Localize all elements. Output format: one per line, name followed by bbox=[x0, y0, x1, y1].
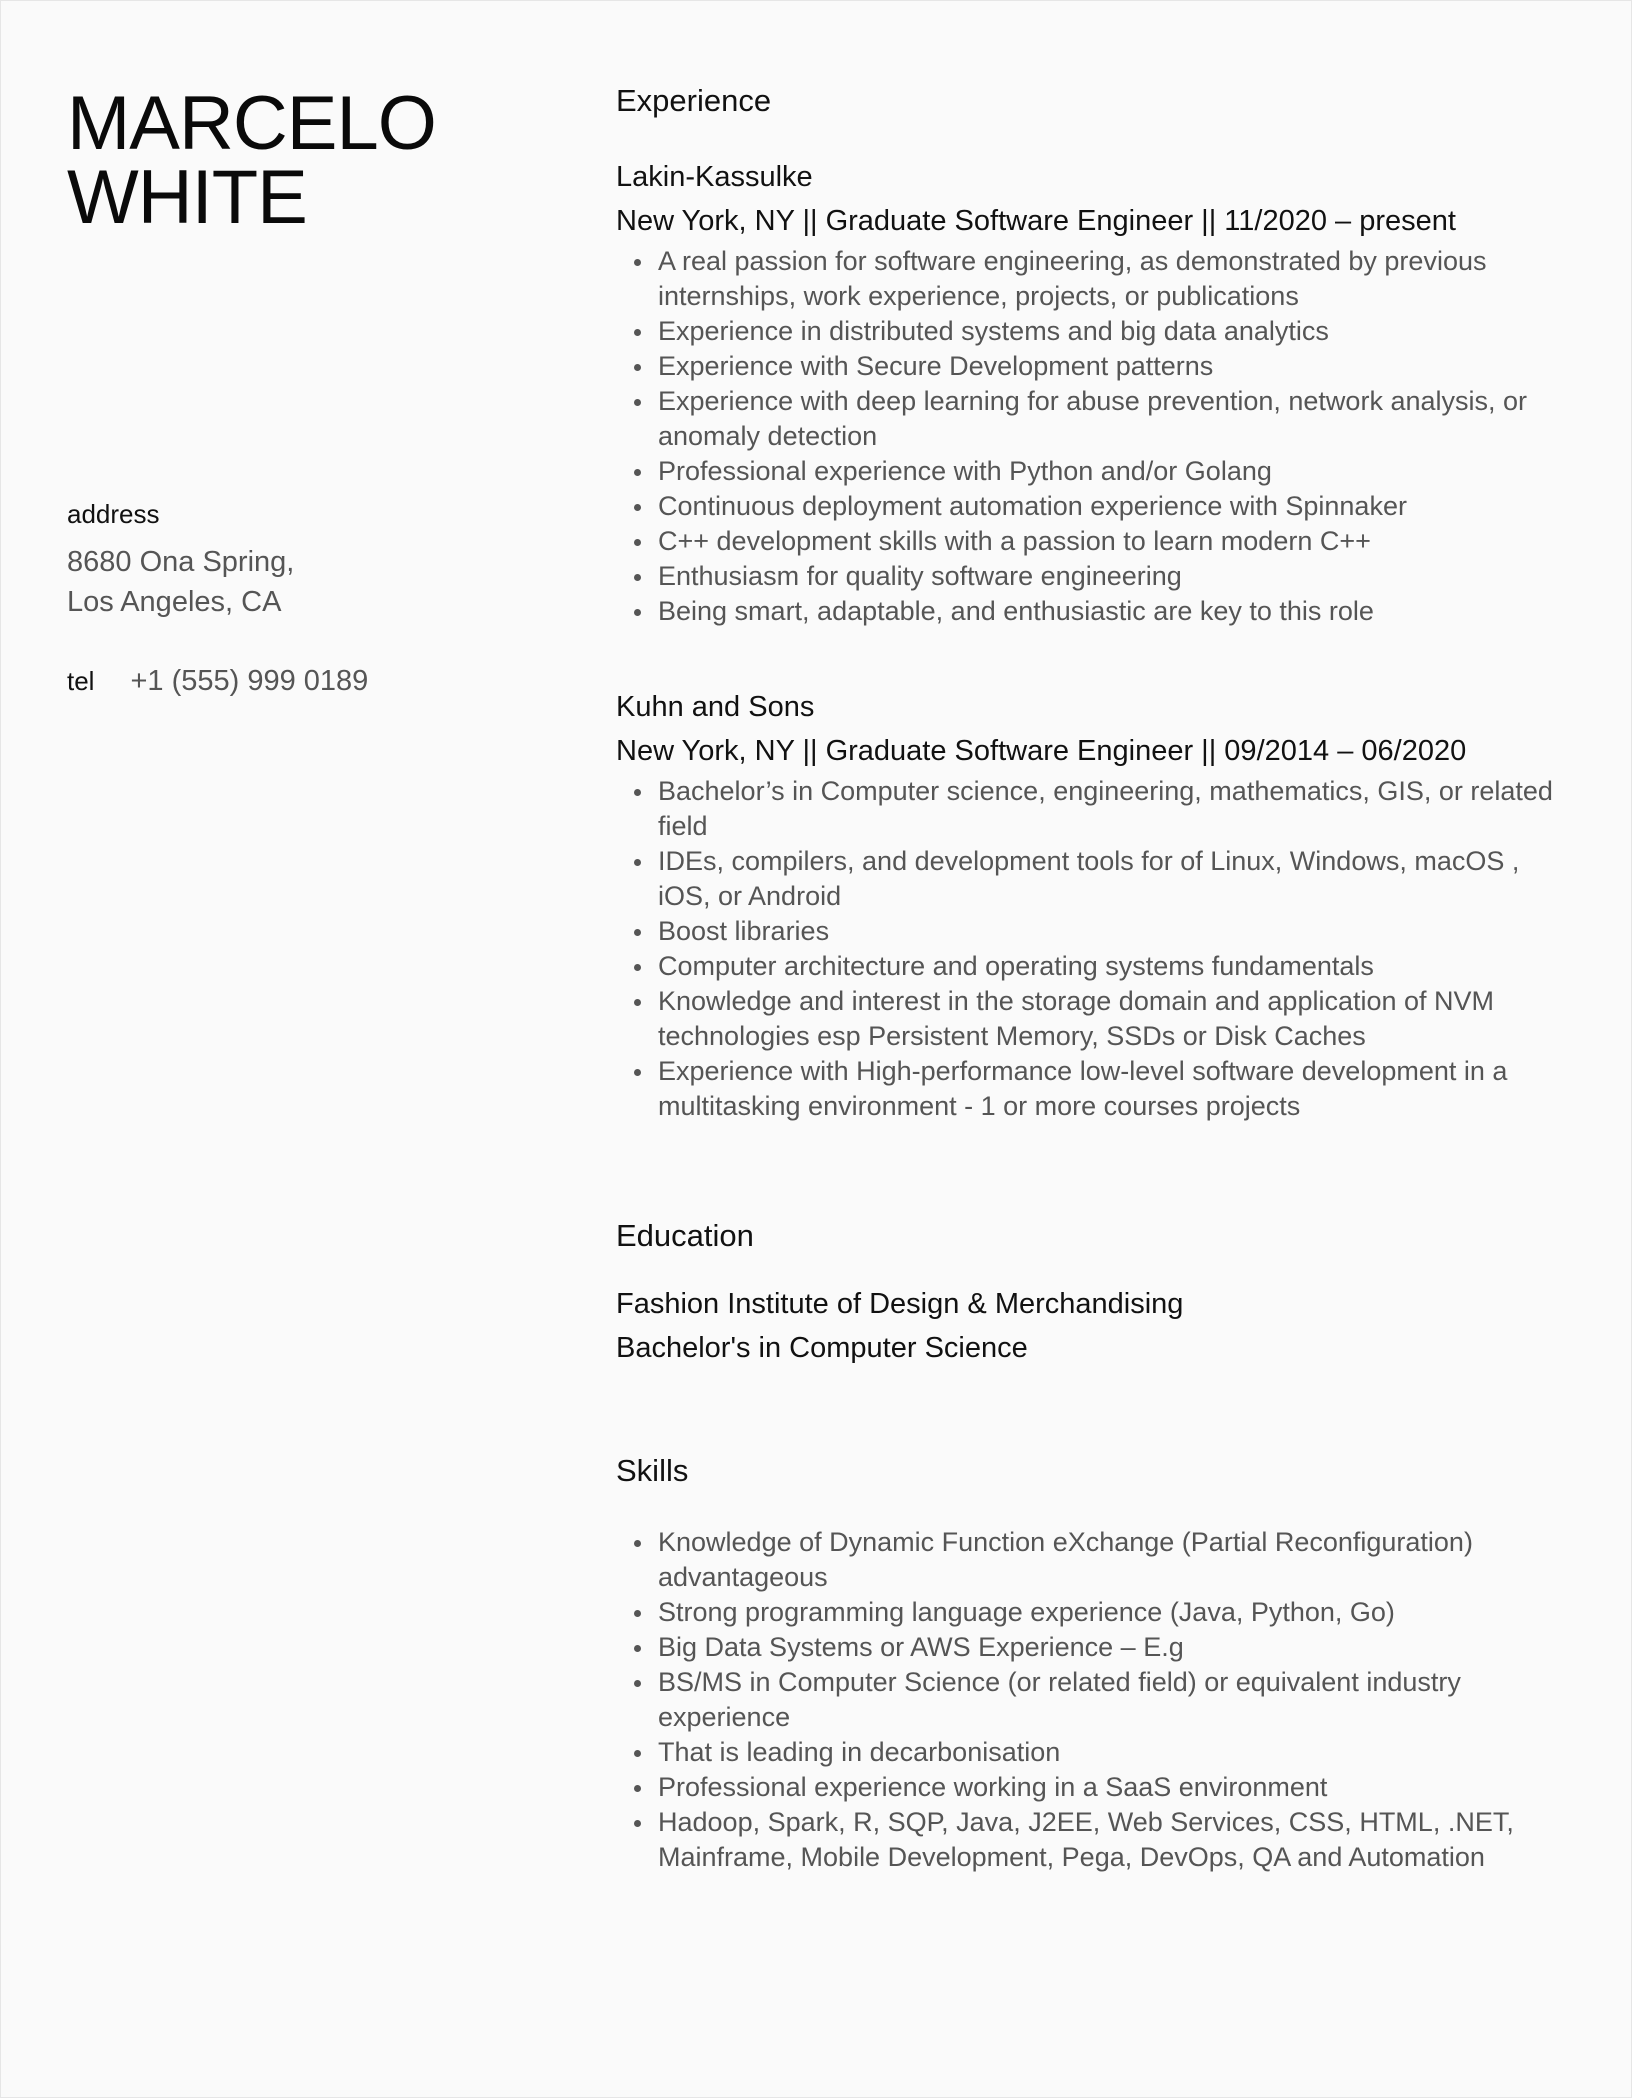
list-item: That is leading in decarbonisation bbox=[616, 1735, 1576, 1770]
job-entry bbox=[616, 691, 1576, 1124]
address-line-2: Los Angeles, CA bbox=[67, 586, 282, 618]
education-degree: Bachelor's in Computer Science bbox=[616, 1332, 1028, 1364]
experience-section bbox=[616, 83, 1576, 1121]
address-block bbox=[67, 499, 294, 622]
list-item: Being smart, adaptable, and enthusiastic are key to this role bbox=[616, 594, 1576, 629]
experience-title: Experience bbox=[616, 83, 772, 118]
job-entry bbox=[616, 161, 1576, 629]
job-company: Kuhn and Sons bbox=[616, 691, 815, 723]
list-item: C++ development skills with a passion to learn modern C++ bbox=[616, 524, 1576, 559]
skills-title: Skills bbox=[616, 1453, 689, 1488]
list-item: Professional experience with Python and/or Golang bbox=[616, 454, 1576, 489]
list-item: Enthusiasm for quality software engineering bbox=[616, 559, 1576, 594]
list-item: Professional experience working in a SaaS environment bbox=[616, 1770, 1576, 1805]
list-item: Experience in distributed systems and big data analytics bbox=[616, 314, 1576, 349]
list-item: BS/MS in Computer Science (or related field) or equivalent industry experience bbox=[616, 1665, 1576, 1735]
address-label: address bbox=[67, 499, 160, 529]
job-meta: New York, NY || Graduate Software Engineer || 11/2020 – present bbox=[616, 205, 1456, 237]
first-name: MARCELO bbox=[67, 81, 436, 166]
list-item: Continuous deployment automation experience with Spinnaker bbox=[616, 489, 1576, 524]
tel-value: +1 (555) 999 0189 bbox=[130, 665, 369, 697]
list-item: A real passion for software engineering, as demonstrated by previous internships, work experience, projects, or publications bbox=[616, 244, 1576, 314]
education-school: Fashion Institute of Design & Merchandising bbox=[616, 1288, 1184, 1320]
education-section bbox=[616, 1218, 1576, 1365]
job-bullets bbox=[616, 244, 1576, 629]
address-line-1: 8680 Ona Spring, bbox=[67, 546, 295, 578]
list-item: Big Data Systems or AWS Experience – E.g bbox=[616, 1630, 1576, 1665]
list-item: Experience with High-performance low-level software development in a multitasking environment - 1 or more courses projects bbox=[616, 1054, 1576, 1124]
list-item: Bachelor’s in Computer science, engineering, mathematics, GIS, or related field bbox=[616, 774, 1576, 844]
list-item: Experience with deep learning for abuse prevention, network analysis, or anomaly detection bbox=[616, 384, 1576, 454]
list-item: Knowledge and interest in the storage domain and application of NVM technologies esp Persistent Memory, SSDs or Disk Caches bbox=[616, 984, 1576, 1054]
list-item: Experience with Secure Development patterns bbox=[616, 349, 1576, 384]
list-item: Strong programming language experience (Java, Python, Go) bbox=[616, 1595, 1576, 1630]
job-bullets bbox=[616, 774, 1576, 1124]
list-item: Computer architecture and operating systems fundamentals bbox=[616, 949, 1576, 984]
left-column bbox=[67, 81, 547, 697]
list-item: Knowledge of Dynamic Function eXchange (Partial Reconfiguration) advantageous bbox=[616, 1525, 1576, 1595]
address-lines bbox=[67, 542, 294, 622]
last-name: WHITE bbox=[67, 155, 307, 240]
list-item: Boost libraries bbox=[616, 914, 1576, 949]
candidate-name bbox=[67, 81, 547, 240]
skills-list bbox=[616, 1525, 1576, 1875]
list-item: Hadoop, Spark, R, SQP, Java, J2EE, Web Services, CSS, HTML, .NET, Mainframe, Mobile Development, Pega, DevOps, QA and Automation bbox=[616, 1805, 1576, 1875]
tel-label: tel bbox=[67, 666, 95, 696]
tel-block bbox=[67, 665, 368, 698]
job-company: Lakin-Kassulke bbox=[616, 161, 813, 193]
skills-section bbox=[616, 1453, 1576, 1875]
education-title: Education bbox=[616, 1218, 754, 1253]
job-meta: New York, NY || Graduate Software Engineer || 09/2014 – 06/2020 bbox=[616, 735, 1467, 767]
list-item: IDEs, compilers, and development tools for of Linux, Windows, macOS , iOS, or Android bbox=[616, 844, 1576, 914]
